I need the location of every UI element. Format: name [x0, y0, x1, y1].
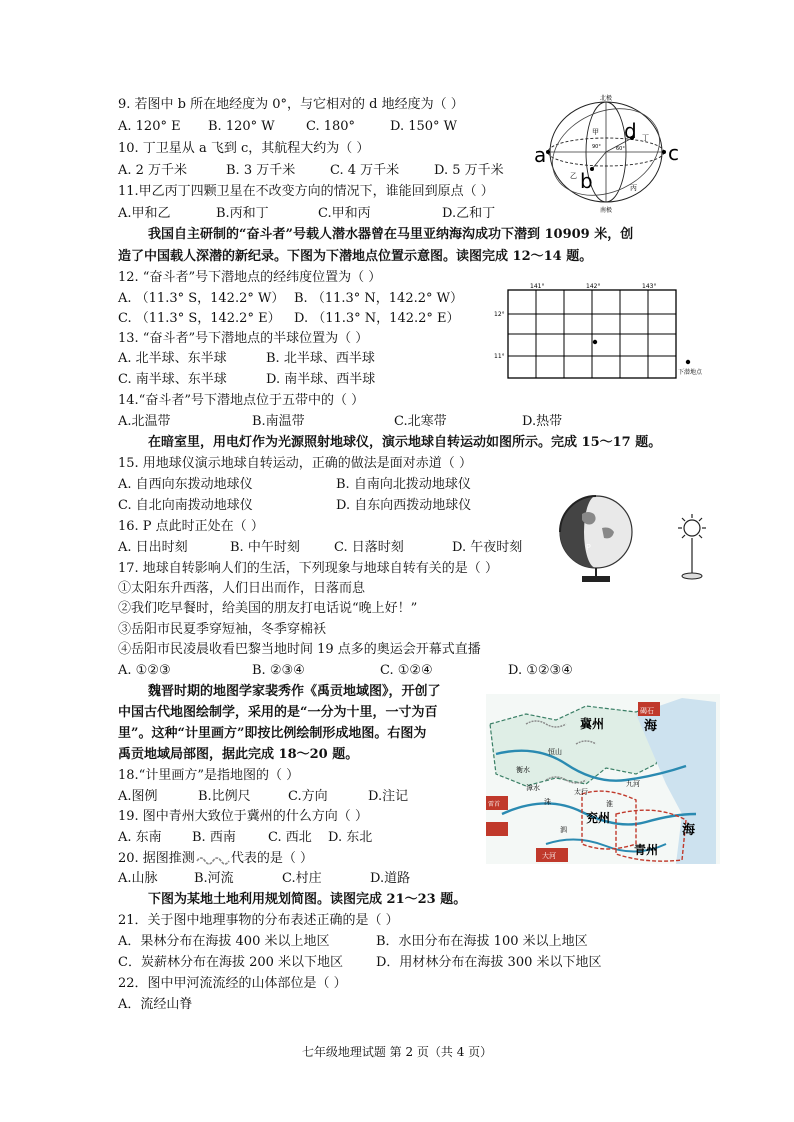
angle-90-label: 90° — [592, 144, 601, 150]
point-d-label: d — [624, 119, 637, 143]
q17-item-2: ②我们吃早餐时，给美国的朋友打电话说“晚上好！” — [118, 601, 418, 616]
taihang-label: 太行 — [574, 788, 588, 796]
angle-60-label: 60° — [616, 146, 625, 152]
q12-option-b[interactable]: B. （11.3° N，142.2° W） — [294, 291, 463, 306]
q12-option-a[interactable]: A. （11.3° S，142.2° W） — [118, 291, 285, 306]
lon-143-label: 143° — [642, 283, 657, 290]
q13-option-c[interactable]: C. 南半球、东半球 — [118, 372, 227, 387]
yanzhou-label: 兖州 — [586, 811, 611, 825]
q11-stem: 11.甲乙丙丁四颗卫星在不改变方向的情况下，谁能回到原点（ ） — [118, 184, 494, 199]
q20-option-a[interactable]: A.山脉 — [118, 871, 158, 886]
intro-12-14-line1: 我国自主研制的“奋斗者”号载人潜水器曾在马里亚纳海沟成功下潜到 10909 米，创 — [148, 227, 634, 242]
point-c-label: c — [668, 141, 679, 165]
yugong-map-figure — [486, 694, 720, 864]
lamp-icon — [684, 520, 700, 536]
qingzhou-label: 青州 — [634, 843, 659, 857]
q21-stem: 21．关于图中地理事物的分布表述正确的是（ ） — [118, 913, 399, 928]
legend-marker — [686, 360, 690, 364]
q14-option-d[interactable]: D.热带 — [522, 414, 563, 429]
q20-option-c[interactable]: C.村庄 — [282, 871, 322, 886]
q9-option-b[interactable]: B. 120° W — [208, 119, 275, 134]
sea-label-2: 海 — [682, 823, 696, 838]
q14-option-c[interactable]: C.北寒带 — [394, 414, 447, 429]
dive-site-grid-figure — [492, 282, 722, 382]
intro-18-20-line2: 中国古代地图绘制学，采用的是“一分为十里，一寸为百 — [118, 705, 438, 720]
q16-option-d[interactable]: D. 午夜时刻 — [452, 540, 523, 555]
orbit-ding-label: 丁 — [642, 134, 649, 142]
q17-option-d[interactable]: D. ①②③④ — [508, 663, 573, 678]
q11-option-d[interactable]: D.乙和丁 — [442, 206, 496, 221]
hengshui-label: 衡水 — [516, 766, 530, 774]
q9-option-a[interactable]: A. 120° E — [118, 119, 181, 134]
leishou-label: 雷首 — [488, 801, 501, 808]
point-b-label: b — [580, 169, 593, 193]
q17-option-c[interactable]: C. ①②④ — [380, 663, 433, 678]
lon-142-label: 142° — [586, 283, 601, 290]
q19-option-d[interactable]: D. 东北 — [328, 830, 373, 845]
q13-option-d[interactable]: D. 南半球、西半球 — [266, 372, 376, 387]
intro-18-20-line1: 魏晋时期的地图学家裴秀作《禹贡地域图》，开创了 — [148, 684, 441, 699]
q13-option-b[interactable]: B. 北半球、西半球 — [266, 351, 375, 366]
q12-option-d[interactable]: D. （11.3° N，142.2° E） — [294, 311, 460, 326]
daihe-label: 大河 — [542, 852, 556, 860]
orbit-yi-label: 乙 — [570, 172, 577, 180]
q19-stem: 19. 图中青州大致位于冀州的什么方向（ ） — [118, 809, 368, 824]
q17-stem: 17. 地球自转影响人们的生活，下列现象与地球自转有关的是（ ） — [118, 561, 498, 576]
q20-option-d[interactable]: D.道路 — [370, 871, 411, 886]
page-footer: 七年级地理试题 第 2 页（共 4 页） — [301, 1045, 493, 1059]
q9-option-c[interactable]: C. 180° — [306, 119, 356, 134]
q14-option-a[interactable]: A.北温带 — [118, 414, 171, 429]
q9-option-d[interactable]: D. 150° W — [390, 119, 458, 134]
globe-lamp-figure — [552, 488, 722, 588]
intro-18-20-line3: 里”。这种“计里画方”即按比例绘制形成地图。右图为 — [118, 726, 427, 741]
q21-option-d[interactable]: D．用材林分布在海拔 300 米以下地区 — [376, 955, 602, 970]
q15-option-a[interactable]: A. 自西向东拨动地球仪 — [118, 477, 253, 492]
jiuhe-label: 九河 — [626, 780, 640, 788]
intro-18-20-line4: 禹贡地域局部图，据此完成 18～20 题。 — [118, 747, 359, 762]
q15-option-d[interactable]: D. 自东向西拨动地球仪 — [336, 498, 472, 513]
q21-option-b[interactable]: B．水田分布在海拔 100 米以上地区 — [376, 934, 588, 949]
q10-option-c[interactable]: C. 4 万千米 — [330, 163, 400, 178]
q10-option-d[interactable]: D. 5 万千米 — [434, 163, 504, 178]
q13-option-a[interactable]: A. 北半球、东半球 — [118, 351, 227, 366]
q21-option-a[interactable]: A．果林分布在海拔 400 米以上地区 — [118, 934, 330, 949]
q19-option-c[interactable]: C. 西北 — [268, 830, 312, 845]
q15-option-c[interactable]: C. 自北向南拨动地球仪 — [118, 498, 253, 513]
q15-option-b[interactable]: B. 自南向北拨动地球仪 — [336, 477, 471, 492]
q17-item-4: ④岳阳市民凌晨收看巴黎当地时间 19 点多的奥运会开幕式直播 — [118, 642, 481, 657]
q9-stem: 9. 若图中 b 所在地经度为 0°，与它相对的 d 地经度为（ ） — [118, 97, 464, 112]
q13-stem: 13. “奋斗者”号下潜地点的半球位置为（ ） — [118, 331, 369, 346]
squiggle-symbol-icon — [195, 850, 231, 868]
jizhou-label: 冀州 — [580, 717, 605, 731]
q11-option-a[interactable]: A.甲和乙 — [118, 206, 171, 221]
q18-option-b[interactable]: B.比例尺 — [198, 789, 251, 804]
q14-stem: 14.“奋斗者”号下潜地点位于五带中的（ ） — [118, 393, 365, 408]
lon-141-label: 141° — [530, 283, 545, 290]
satellite-orbit-figure — [534, 94, 684, 214]
q12-stem: 12. “奋斗者”号下潜地点的经纬度位置为（ ） — [118, 270, 382, 285]
zhangshui-label: 漳水 — [526, 784, 540, 792]
point-a-label: a — [534, 143, 547, 167]
q17-item-1: ①太阳东升西落，人们日出而作，日落而息 — [118, 581, 366, 596]
huai-label: 淮 — [606, 800, 613, 808]
q20-stem-b: 代表的是（ ） — [230, 851, 313, 866]
q22-option-a[interactable]: A．流经山脊 — [118, 997, 193, 1012]
q15-stem: 15. 用地球仪演示地球自转运动，正确的做法是面对赤道（ ） — [118, 456, 472, 471]
zhu-label: 洙 — [544, 798, 551, 806]
q18-option-c[interactable]: C.方向 — [288, 789, 328, 804]
q14-option-b[interactable]: B.南温带 — [252, 414, 305, 429]
q17-option-b[interactable]: B. ②③④ — [252, 663, 305, 678]
q10-option-b[interactable]: B. 3 万千米 — [226, 163, 296, 178]
point-p-label: P — [586, 543, 591, 552]
intro-15-17: 在暗室里，用电灯作为光源照射地球仪，演示地球自转运动如图所示。完成 15～17 题。 — [148, 435, 662, 450]
q18-option-a[interactable]: A.图例 — [118, 789, 158, 804]
q19-option-a[interactable]: A. 东南 — [118, 830, 162, 845]
q18-stem: 18.“计里画方”是指地图的（ ） — [118, 768, 300, 783]
si-label: 泗 — [560, 826, 567, 834]
intro-21-23: 下图为某地土地利用规划简图。读图完成 21～23 题。 — [148, 892, 467, 907]
orbit-bing-label: 丙 — [630, 184, 637, 192]
q21-option-c[interactable]: C．炭薪林分布在海拔 200 米以下地区 — [118, 955, 344, 970]
intro-12-14-line2: 造了中国载人深潜的新纪录。下图为下潜地点位置示意图。读图完成 12～14 题。 — [118, 249, 593, 264]
lat-11-label: 11° — [494, 353, 505, 360]
q17-option-a[interactable]: A. ①②③ — [118, 663, 171, 678]
q10-option-a[interactable]: A. 2 万千米 — [118, 163, 188, 178]
orbit-jia-label: 甲 — [592, 128, 599, 136]
q17-item-3: ③岳阳市民夏季穿短袖，冬季穿棉袄 — [118, 622, 327, 637]
q10-stem: 10. 丁卫星从 a 飞到 c，其航程大约为（ ） — [118, 141, 370, 156]
south-pole-label: 南极 — [600, 207, 613, 214]
jieshi-label: 碣石 — [640, 707, 654, 715]
q20-stem-a: 20. 据图推测 — [118, 851, 195, 866]
q16-stem: 16. P 点此时正处在（ ） — [118, 519, 264, 534]
legend-dive-site-label: 下潜地点 — [678, 369, 703, 376]
q16-option-b[interactable]: B. 中午时刻 — [230, 540, 300, 555]
q11-option-b[interactable]: B.丙和丁 — [216, 206, 269, 221]
sea-label-1: 海 — [644, 719, 658, 734]
hengshan-label: 恒山 — [548, 748, 562, 756]
q16-option-a[interactable]: A. 日出时刻 — [118, 540, 188, 555]
dive-site-marker — [593, 340, 597, 344]
lat-12-label: 12° — [494, 311, 505, 318]
q18-option-d[interactable]: D.注记 — [368, 789, 409, 804]
north-pole-label: 北极 — [600, 95, 613, 102]
q19-option-b[interactable]: B. 西南 — [192, 830, 236, 845]
q20-option-b[interactable]: B.河流 — [194, 871, 234, 886]
q11-option-c[interactable]: C.甲和丙 — [318, 206, 371, 221]
q22-stem: 22．图中甲河流流经的山体部位是（ ） — [118, 976, 347, 991]
q16-option-c[interactable]: C. 日落时刻 — [334, 540, 404, 555]
q12-option-c[interactable]: C. （11.3° S，142.2° E） — [118, 311, 281, 326]
